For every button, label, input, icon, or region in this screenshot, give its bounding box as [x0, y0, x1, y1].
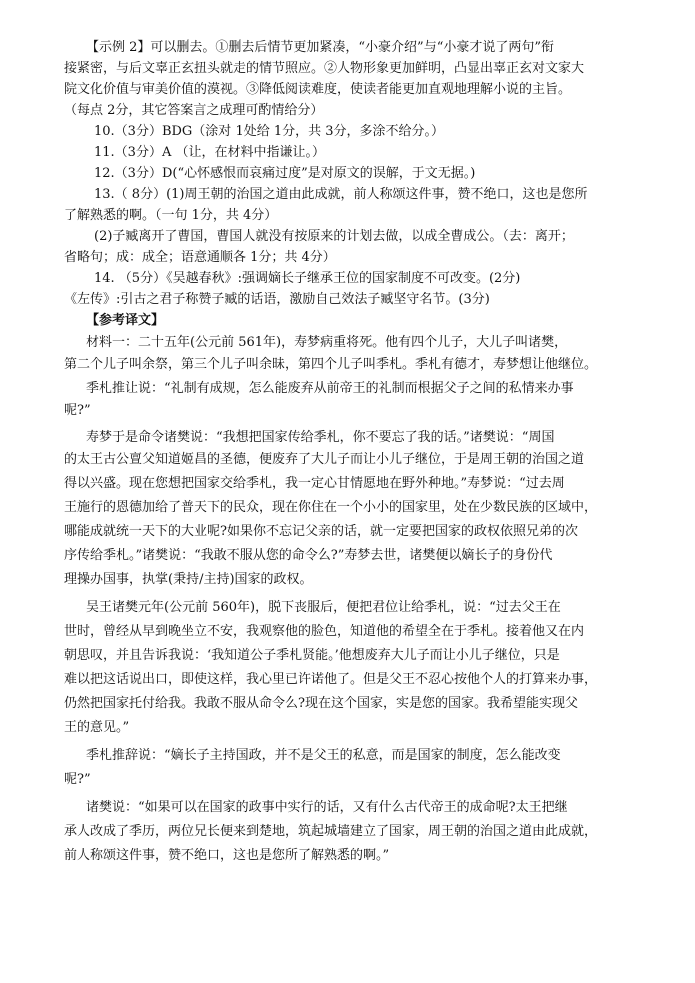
text-line: （每点 2分，其它答案言之成理可酌情给分）	[64, 103, 324, 118]
text-line: 王的意见。”	[64, 720, 130, 735]
text-line: 诸樊说：“如果可以在国家的政事中实行的话，又有什么古代帝王的成命呢?太王把继	[86, 800, 568, 815]
text-line: 王施行的恩德加给了普天下的民众，现在你住在一个小小的国家里，处在少数民族的区域中，	[64, 500, 598, 515]
text-line: 接紧密，与后文辜正玄扭头就走的情节照应。②人物形象更加鲜明，凸显出辜正玄对文家大	[64, 61, 585, 76]
text-line: 承人改成了季历，两位兄长便来到楚地，筑起城墙建立了国家，周王朝的治国之道由此成就，	[64, 824, 598, 839]
section-heading: 【参考译文】	[86, 313, 165, 328]
text-line: 序传给季札。”诸樊说：“我敢不服从您的命令么?”寿梦去世，诸樊便以嫡长子的身份代	[64, 548, 553, 563]
text-line: 14. （5分）《吴越春秋》:强调嫡长子继承王位的国家制度不可改变。(2分)	[94, 271, 521, 286]
text-line: 世时，曾经从早到晚坐立不安，我观察他的脸色，知道他的希望全在于季札。接着他又在内	[64, 624, 585, 639]
text-line: 吴王诸樊元年(公元前 560年)，脱下丧服后，便把君位让给季札，说：“过去父王在	[86, 600, 561, 615]
text-line: 寿梦于是命令诸樊说：“我想把国家传给季札，你不要忘了我的话。”诸樊说：“周国	[86, 430, 555, 445]
text-line: 前人称颂这件事，赞不绝口，这也是您所了解熟悉的啊。”	[64, 848, 390, 863]
text-line: 季札推辞说：“嫡长子主持国政，并不是父王的私意，而是国家的制度，怎么能改变	[86, 748, 561, 763]
text-line: 了解熟悉的啊。（一句 1分，共 4分）	[64, 208, 278, 223]
text-line: 呢?”	[64, 772, 91, 787]
text-line: 第二个儿子叫余祭，第三个儿子叫余昧，第四个儿子叫季札。季札有德才，寿梦想让他继位。	[64, 357, 598, 372]
text-line: 哪能成就统一天下的大业呢?如果你不忘记父亲的话，就一定要把国家的政权依照兄弟的次	[64, 524, 578, 539]
text-line: 材料一：二十五年(公元前 561年)，寿梦病重将死。他有四个儿子，大儿子叫诸樊，	[86, 335, 568, 350]
text-line: 11.（3分）A （让，在材料中指谦让。）	[94, 145, 325, 160]
text-line: 《左传》:引古之君子称赞子臧的话语，激励自己效法子臧坚守名节。(3分)	[64, 292, 490, 307]
text-line: 【示例 2】可以删去。①删去后情节更加紧凑，“小豪介绍”与“小豪才说了两句”衔	[86, 40, 554, 55]
text-line: 难以把这话说出口，即使这样，我心里已许诺他了。但是父王不忍心按他个人的打算来办事，	[64, 672, 598, 687]
text-line: 朝思叹，并且告诉我说：‘我知道公子季札贤能。’他想废弃大儿子而让小儿子继位，只是	[64, 648, 560, 663]
text-line: 得以兴盛。现在您想把国家交给季札，我一定心甘情愿地在野外种地。”寿梦说：“过去周	[64, 476, 565, 491]
text-line: 院文化价值与审美价值的漠视。③降低阅读难度，使读者能更加直观地理解小说的主旨。	[64, 82, 572, 97]
text-line: 呢?”	[64, 403, 91, 418]
text-line: (2)子臧离开了曹国，曹国人就没有按原来的计划去做，以成全曹成公。（去：离开；	[94, 229, 574, 244]
text-line: 12.（3分）D(“心怀感恨而哀痛过度”是对原文的误解，于文无据。)	[94, 166, 476, 181]
text-line: 10.（3分）BDG（涂对 1处给 1分，共 3分，多涂不给分。）	[94, 124, 445, 139]
text-line: 13.（ 8分）(1)周王朝的治国之道由此成就，前人称颂这件事，赞不绝口，这也是您所	[94, 187, 588, 202]
text-line: 的太王古公亶父知道姬昌的圣德，便废弃了大儿子而让小儿子继位，于是周王朝的治国之道	[64, 452, 585, 467]
text-line: 理操办国事，执掌(秉持/主持)国家的政权。	[64, 572, 313, 587]
text-line: 季札推让说：“礼制有成规，怎么能废弃从前帝王的礼制而根据父子之间的私情来办事	[86, 381, 574, 396]
text-line: 省略句；成：成全；语意通顺各 1分；共 4分）	[64, 250, 336, 265]
text-line: 仍然把国家托付给我。我敢不服从命令么?现在这个国家，实是您的国家。我希望能实现父	[64, 696, 578, 711]
